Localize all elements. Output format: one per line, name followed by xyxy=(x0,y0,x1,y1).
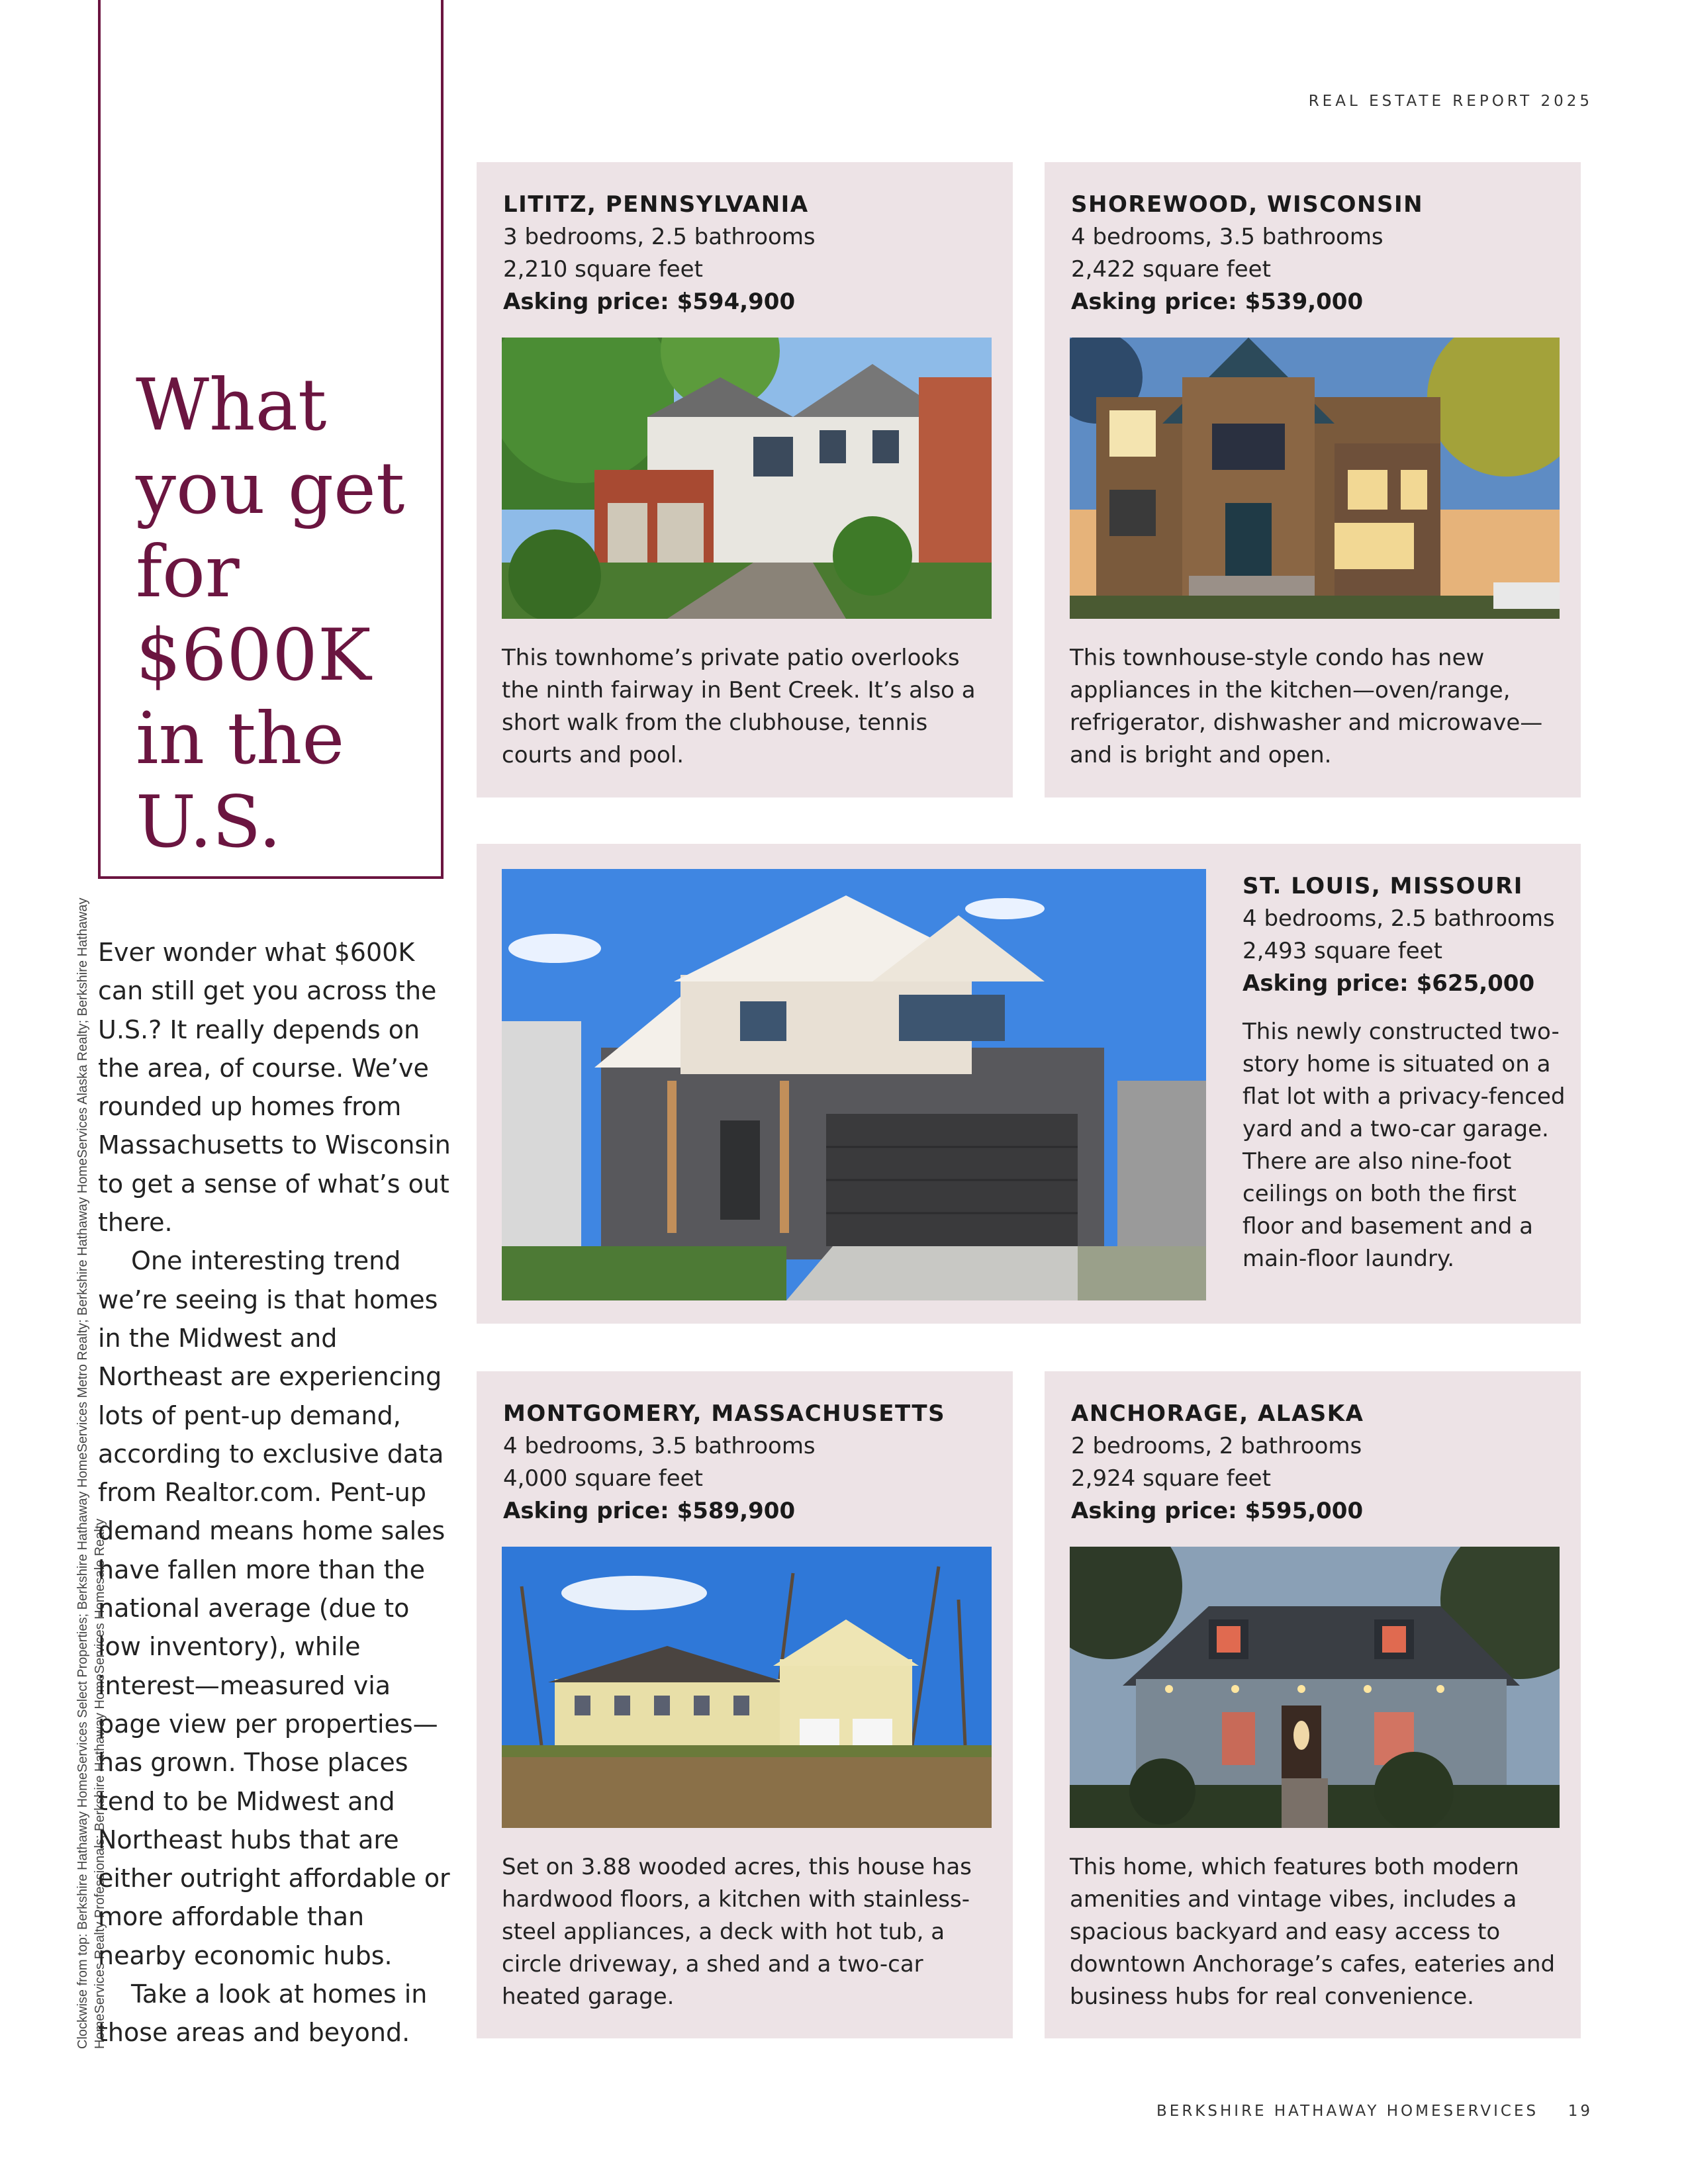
page-number: 19 xyxy=(1568,2103,1593,2120)
listing-location: LITITZ, PENNSYLVANIA xyxy=(503,191,809,218)
listing-price: Asking price: $539,000 xyxy=(1071,289,1364,315)
listing-rooms: 4 bedrooms, 2.5 bathrooms xyxy=(1243,905,1555,932)
listing-area: 2,210 square feet xyxy=(503,256,703,283)
listing-location: ST. LOUIS, MISSOURI xyxy=(1243,873,1523,899)
listing-description: This home, which features both modern amenities and vintage vibes, includes a spacious backyard and easy access to downtown Anchorage’s cafes, eateries and business hubs for real convenience. xyxy=(1070,1854,1556,2010)
listing-photo-townhome xyxy=(502,338,992,619)
listing-description: This newly constructed two-story home is situated on a flat lot with a privacy-fenced yard and a two-car garage. There are also nine-foot ceilings on both the first floor and basement and a main-floor laundry. xyxy=(1243,1019,1566,1272)
listing-area: 2,493 square feet xyxy=(1243,938,1442,964)
listing-description: This townhouse-style condo has new appliances in the kitchen—oven/range, refrigerator, dishwasher and microwave—and is bright and open. xyxy=(1070,645,1543,768)
listing-description: This townhome’s private patio overlooks the ninth fairway in Bent Creek. It’s also a short walk from the clubhouse, tennis courts and pool. xyxy=(502,645,976,768)
listing-photo-condo xyxy=(1070,338,1560,619)
listing-photo-cottage xyxy=(1070,1547,1560,1828)
listing-card-lititz xyxy=(477,162,1013,797)
report-header: REAL ESTATE REPORT 2025 xyxy=(1308,93,1593,110)
intro-paragraph-1: Ever wonder what $600K can still get you across the U.S.? It really depends on the area, of course. We’ve rounded up homes from Massachusetts to Wisconsin to get a sense of what’s out there. xyxy=(98,938,451,1238)
listing-area: 2,924 square feet xyxy=(1071,1465,1271,1492)
listing-rooms: 2 bedrooms, 2 bathrooms xyxy=(1071,1433,1362,1459)
intro-paragraph-2: One interesting trend we’re seeing is that homes in the Midwest and Northeast are experiencing lots of pent-up demand, according to exclusive data from Realtor.com. Pent-up demand means home sales have fallen more than the national average (due to low inventory), while interest—measured via page view per properties—has grown. Those places tend to be Midwest and Northeast hubs that are either outright affordable or more affordable than nearby economic hubs. xyxy=(98,1246,450,1970)
page-footer xyxy=(1059,2103,1593,2120)
listing-location: ANCHORAGE, ALASKA xyxy=(1071,1400,1364,1427)
listing-rooms: 3 bedrooms, 2.5 bathrooms xyxy=(503,224,816,250)
intro-text xyxy=(98,933,455,2052)
intro-paragraph-3: Take a look at homes in those areas and beyond. xyxy=(98,1979,428,2048)
listing-price: Asking price: $589,900 xyxy=(503,1498,796,1524)
listing-price: Asking price: $595,000 xyxy=(1071,1498,1364,1524)
listing-card-shorewood xyxy=(1045,162,1581,797)
listing-card-st-louis xyxy=(477,844,1581,1324)
listing-location: MONTGOMERY, MASSACHUSETTS xyxy=(503,1400,946,1427)
footer-brand: BERKSHIRE HATHAWAY HOMESERVICES xyxy=(1156,2103,1539,2120)
listing-price: Asking price: $594,900 xyxy=(503,289,796,315)
listing-card-anchorage xyxy=(1045,1371,1581,2038)
listing-rooms: 4 bedrooms, 3.5 bathrooms xyxy=(503,1433,816,1459)
listing-area: 4,000 square feet xyxy=(503,1465,703,1492)
listing-area: 2,422 square feet xyxy=(1071,256,1271,283)
listing-location: SHOREWOOD, WISCONSIN xyxy=(1071,191,1424,218)
listing-photo-wooded-house xyxy=(502,1547,992,1828)
listing-card-montgomery xyxy=(477,1371,1013,2038)
page-title: What you get for $600K in the U.S. xyxy=(136,364,405,864)
listing-description: Set on 3.88 wooded acres, this house has hardwood floors, a kitchen with stainless-steel appliances, a deck with hot tub, a circle driveway, a shed and a two-car heated garage. xyxy=(502,1854,972,2010)
listing-rooms: 4 bedrooms, 3.5 bathrooms xyxy=(1071,224,1383,250)
listing-photo-new-construction xyxy=(502,869,1206,1300)
listing-price: Asking price: $625,000 xyxy=(1243,970,1535,997)
photo-credit: Clockwise from top: Berkshire Hathaway HomeServices Select Properties; Berkshire Hathaway HomeServices Metro Realty; Berkshire Hathaway HomeServices Alaska Realty; Berkshire Hathaway HomeServices Realty Professionals; Berkshire Hathaway HomeServices Homesale Realty xyxy=(75,897,107,2049)
